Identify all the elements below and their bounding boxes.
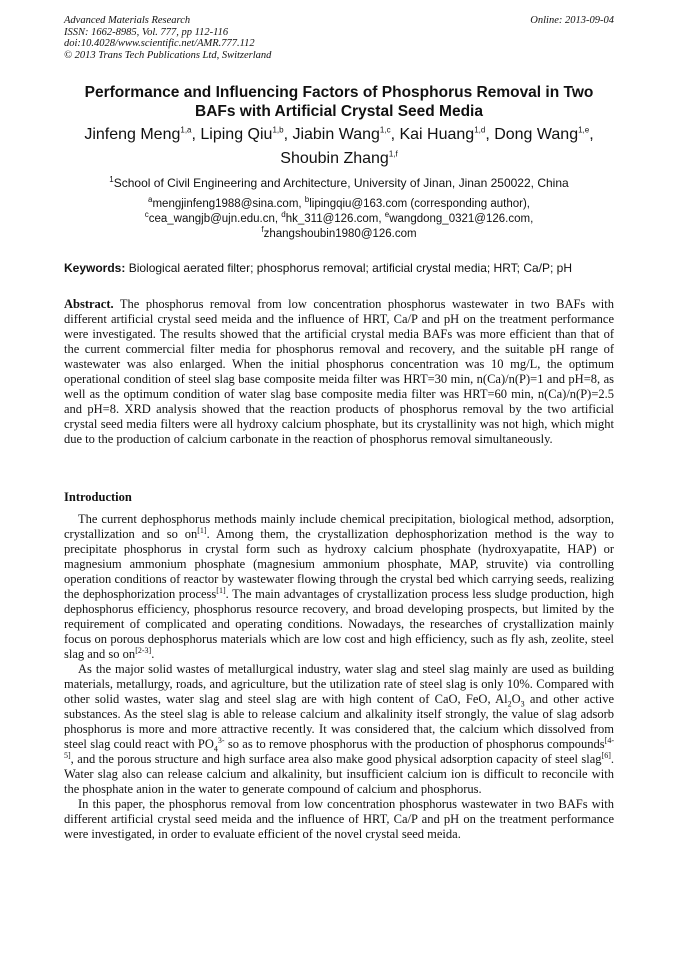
online-date: Online: 2013-09-04 bbox=[530, 15, 614, 26]
author-name: Jinfeng Meng bbox=[84, 126, 181, 143]
abstract bbox=[64, 297, 614, 447]
email-list: $^a$mengjinfeng1988@sina.com, $^b$lipingqiu@163.com (corresponding author), $^c$cea_wangjb@ujn.edu.cn, $^d$hk_311@126.com, $^e$wangdong_0321@126.com, $^f$zhangshoubin1980@126.com bbox=[144, 195, 534, 240]
author-sup: 1,c bbox=[379, 125, 391, 135]
title-line-1: Performance and Influencing Factors of Phosphorus Removal in Two bbox=[84, 84, 594, 101]
author-sup: 1,b bbox=[272, 125, 284, 135]
keywords-text: Biological aerated filter; phosphorus removal; artificial crystal media; HRT; Ca/P; pH bbox=[128, 261, 572, 275]
issn: ISSN: 1662-8985, Vol. 777, pp 112-116 bbox=[64, 26, 229, 38]
citation: [1] bbox=[216, 585, 226, 595]
author-sup: 1,d bbox=[474, 125, 486, 135]
introduction-body bbox=[64, 512, 614, 842]
email-c: cea_wangjb@ujn.edu.cn, bbox=[148, 213, 279, 225]
title-line-2: BAFs with Artificial Crystal Seed Media bbox=[195, 103, 483, 120]
author-sup: 1,f bbox=[388, 149, 398, 159]
author-list: Jinfeng Meng$^{1,a}$, Liping Qiu$^{1,b}$, Jiabin Wang$^{1,c}$, Kai Huang$^{1,d}$, Dong Wang$^{1,e}$, Shoubin Zhang$^{1,f}$ bbox=[84, 125, 594, 167]
journal-header bbox=[64, 15, 271, 61]
citation: [2-3] bbox=[135, 645, 152, 655]
affiliation: $^1$School of Civil Engineering and Architecture, University of Jinan, Jinan 250022, China bbox=[109, 175, 569, 190]
section-heading: Introduction bbox=[64, 490, 132, 504]
email-f: zhangshoubin1980@126.com bbox=[263, 228, 417, 240]
email-b: lipingqiu@163.com (corresponding author), bbox=[309, 198, 530, 210]
abstract-text: The phosphorus removal from low concentration phosphorus wastewater in two BAFs with different artificial crystal seed meida and the influence of HRT, Ca/P and pH on the treatment performance were investigated. The results showed that the artificial crystal media BAFs was more efficient than that of the current commercial filter media for phosphorus removal and recovery, and the suitable pH range of wastewater was also enlarged. When the initial phosphorus concentration was 10 mg/L, the optimum operational condition of steel slag base composite meida filter was HRT=30 min, n(Ca)/n(P)=1 and pH=8, as well as the optimum condition of water slag base composite media filter was HRT=60 min, n(Ca)/n(P)=2.5 and pH=8. XRD analysis showed that the reaction products of phosphorus removal by the two artificial crystal seed media filters were all hydroxy calcium phosphate, but its crystallinity was not high, which might due to the production of calcium carbonate in the reaction of phosphorus removal simultaneously. bbox=[64, 297, 615, 446]
author-name: Shoubin Zhang bbox=[280, 150, 389, 167]
author-name: Kai Huang bbox=[399, 126, 475, 143]
citation: [6] bbox=[601, 750, 611, 760]
abstract-label: Abstract. bbox=[64, 297, 114, 311]
journal-name: Advanced Materials Research bbox=[64, 15, 191, 26]
author-sup: 1,e bbox=[578, 125, 590, 135]
paragraph: As the major solid wastes of metallurgical industry, water slag and steel slag mainly are used as building materials, metallurgy, roads, and agriculture, but the utilization rate of steel slag is only 10%. Compared with other solid wastes, water slag and steel slag are with high content of CaO, FeO, $Al_2O_3$ and other active substances. As the steel slag is able to release calcium and alkalinity itself strongly, the value of slag adsorb phosphorus is more and more attractive recently. It was considered that, the calcium which dissolved from steel slag could react with $PO_4^{3-}$ so as to remove phosphorus with the production of phosphorus compounds[4-5], and the porous structure and high surface area also make good physical adsorption capacity of steel slag[6]. Water slag also can release calcium and alkalinity, but insufficient calcium ion is difficult to reconcile with the phosphate anion in the water to generate compound of calcium and phosphorus. bbox=[64, 662, 615, 796]
email-e: wangdong_0321@126.com, bbox=[389, 213, 534, 225]
email-a: mengjinfeng1988@sina.com, bbox=[152, 198, 302, 210]
doi: doi:10.4028/www.scientific.net/AMR.777.112 bbox=[64, 38, 255, 49]
citation: [4-5] bbox=[64, 735, 614, 760]
keywords bbox=[64, 261, 624, 276]
keywords-label: Keywords: bbox=[64, 261, 126, 275]
author-name: Liping Qiu bbox=[200, 126, 273, 143]
paragraph: The current dephosphorus methods mainly include chemical precipitation, biological method, adsorption, crystallization and so on[1]. Among them, the crystallization dephosphorization method is the way to precipitate phosphorus in crystal form such as hydroxy calcium phosphate (hydroxyapatite, HAP) or magnesium ammonium phosphate (magnesium ammonium phosphate, MAP, struvite) via controlling operation conditions of reactor by wastewater flowing through the crystal bed which carrying seeds, realizing the dephosphorization process[1]. The main advantages of crystallization process less sludge production, high dephosphorus efficiency, phosphorus resource recovery, and broad developing prospects, but limited by the requirement of complicated and operating conditions. Nowadays, the researches of crystallization mainly focus on porous dephosphorus materials which are low cost and high efficiency, such as fly ash, zeolite, steel slag and so on[2-3]. bbox=[64, 512, 614, 661]
author-sup: 1,a bbox=[180, 125, 192, 135]
citation: [1] bbox=[197, 525, 207, 535]
email-d: hk_311@126.com, bbox=[285, 213, 382, 225]
copyright: © 2013 Trans Tech Publications Ltd, Switzerland bbox=[64, 49, 272, 61]
paragraph: In this paper, the phosphorus removal from low concentration phosphorus wastewater in two BAFs with different artificial crystal seed meida and the influence of HRT, Ca/P and pH on the treatment performance were investigated, in order to evaluate efficient of the novel crystal seed meida. bbox=[64, 797, 614, 841]
author-name: Jiabin Wang bbox=[292, 126, 380, 143]
paper-title bbox=[60, 83, 618, 121]
author-name: Dong Wang bbox=[494, 126, 579, 143]
